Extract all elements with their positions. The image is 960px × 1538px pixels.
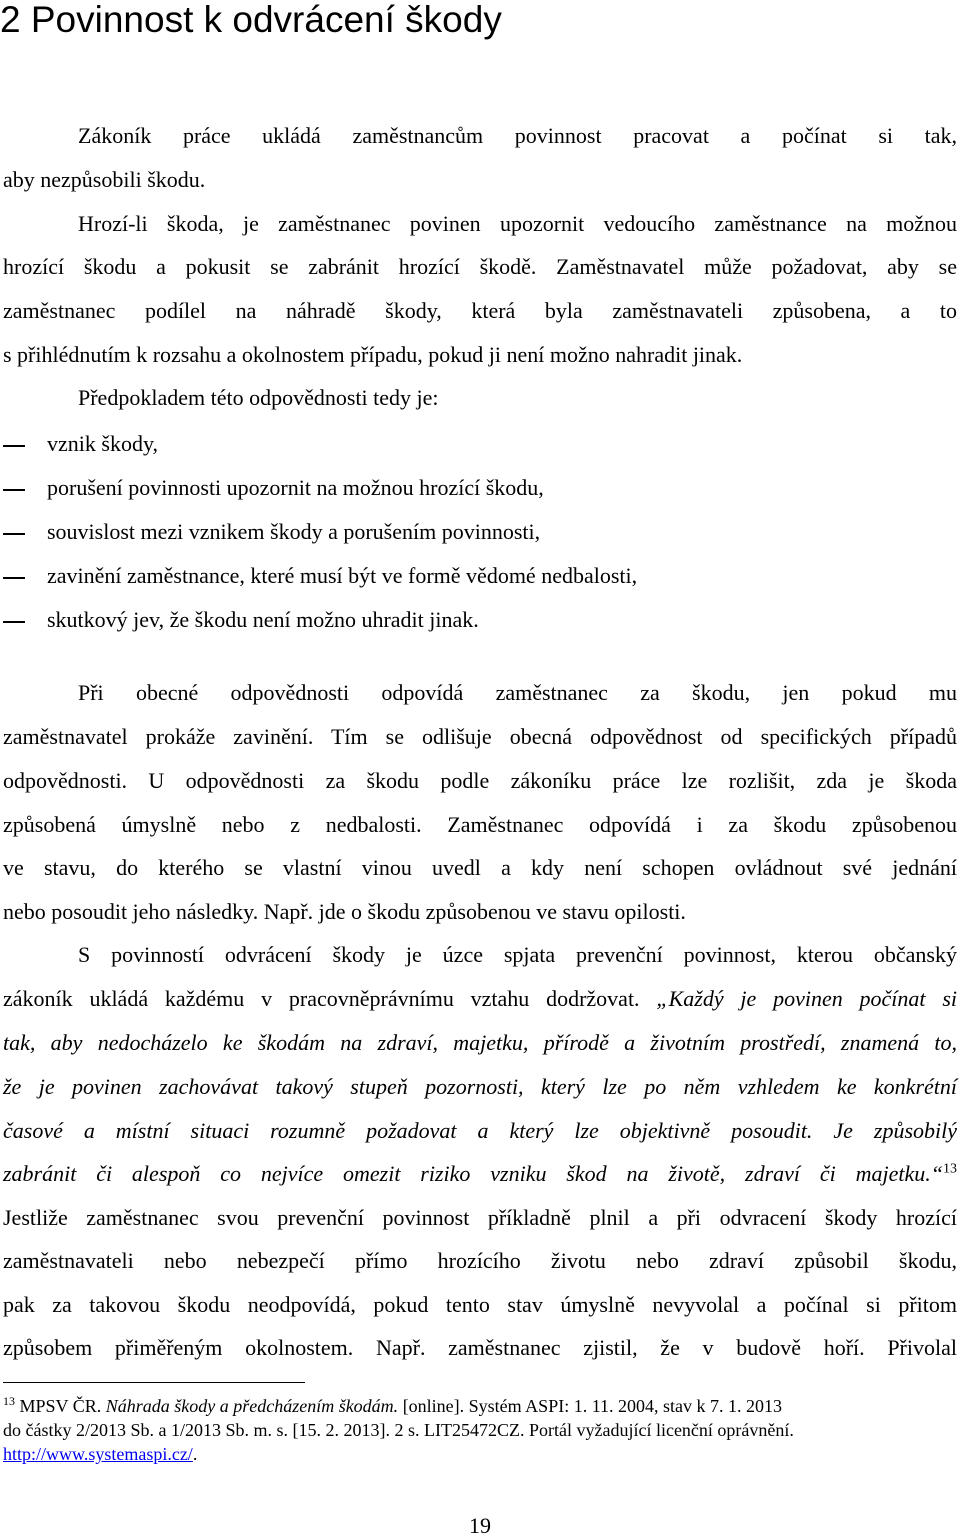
- footnote-line-3: [3, 1443, 957, 1465]
- paragraph-5-line-6: [3, 1160, 957, 1188]
- paragraph-1-line-1: Zákoník práce ukládá zaměstnancům povinnost pracovat a počínat si tak,: [78, 123, 957, 148]
- paragraph-4-line-3: odpovědnosti. U odpovědnosti za škodu podle zákoníku práce lze rozlišit, zda je škoda: [3, 768, 957, 793]
- dash-bullet-icon: [3, 445, 25, 447]
- footnote-link-period: .: [192, 1444, 198, 1464]
- paragraph-5-line-2-text: zákoník ukládá každému v pracovněprávnímu vztahu dodržovat.: [3, 986, 657, 1011]
- list-item: porušení povinnosti upozornit na možnou hrozící škodu,: [47, 475, 544, 500]
- footnote-link[interactable]: http://www.systemaspi.cz/: [3, 1444, 193, 1464]
- footnote-source: MPSV ČR.: [15, 1396, 106, 1416]
- dash-bullet-icon: [3, 577, 25, 579]
- chapter-heading: 2 Povinnost k odvrácení škody: [0, 0, 502, 40]
- footnote-line-2: do částky 2/2013 Sb. a 1/2013 Sb. m. s. [15. 2. 2013]. 2 s. LIT25472CZ. Portál vyžadující licenční oprávnění.: [3, 1420, 794, 1440]
- paragraph-4-line-4: způsobená úmyslně nebo z nedbalosti. Zaměstnanec odpovídá i za škodu způsobenou: [3, 812, 957, 837]
- list-item: vznik škody,: [47, 431, 159, 456]
- paragraph-5-line-4: že je povinen zachovávat takový stupeň pozornosti, který lze po něm vzhledem ke konkrétní: [3, 1074, 957, 1099]
- list-item: skutkový jev, že škodu není možno uhradit jinak.: [47, 607, 479, 632]
- footnote-reference[interactable]: 13: [943, 1161, 957, 1177]
- list-intro: Předpokladem této odpovědnosti tedy je:: [78, 385, 439, 410]
- paragraph-5-line-9: pak za takovou škodu neodpovídá, pokud tento stav úmyslně nevyvolal a počínal si přitom: [3, 1292, 957, 1317]
- paragraph-2-line-1: Hrozí-li škoda, je zaměstnanec povinen upozornit vedoucího zaměstnance na možnou: [78, 211, 957, 236]
- dash-bullet-icon: [3, 533, 25, 535]
- footnote-details: [online]. Systém ASPI: 1. 11. 2004, stav k 7. 1. 2013: [398, 1396, 783, 1416]
- paragraph-5-line-2: [3, 985, 957, 1013]
- paragraph-2-line-2: hrozící škodu a pokusit se zabránit hrozící škodě. Zaměstnavatel může požadovat, aby se: [3, 254, 957, 279]
- dash-bullet-icon: [3, 489, 25, 491]
- paragraph-2-line-4: s přihlédnutím k rozsahu a okolnostem případu, pokud ji není možno nahradit jinak.: [3, 342, 743, 367]
- list-item: zavinění zaměstnance, které musí být ve formě vědomé nedbalosti,: [47, 563, 638, 588]
- paragraph-5-line-1: S povinností odvrácení škody je úzce spjata prevenční povinnost, kterou občanský: [78, 942, 957, 967]
- footnote-title: Náhrada škody a předcházením škodám.: [105, 1396, 399, 1416]
- paragraph-4-line-6: nebo posoudit jeho následky. Např. jde o škodu způsobenou ve stavu opilosti.: [3, 899, 686, 924]
- page-number: 19: [469, 1513, 491, 1538]
- paragraph-1-line-2: aby nezpůsobili škodu.: [3, 167, 206, 192]
- footnote-line-1: [3, 1395, 957, 1417]
- paragraph-5-line-5: časové a místní situaci rozumně požadovat a který lze objektivně posoudit. Je způsobilý: [3, 1118, 957, 1143]
- list-item: souvislost mezi vznikem škody a porušením povinnosti,: [47, 519, 541, 544]
- footnote-separator: [3, 1382, 305, 1383]
- paragraph-5-line-10: způsobem přiměřeným okolnostem. Např. zaměstnanec zjistil, že v budově hoří. Přivolal: [3, 1335, 957, 1360]
- paragraph-4-line-2: zaměstnavatel prokáže zavinění. Tím se odlišuje obecná odpovědnost od specifických případů: [3, 724, 957, 749]
- paragraph-4-line-5: ve stavu, do kterého se vlastní vinou uvedl a kdy není schopen ovládnout své jednání: [3, 855, 957, 880]
- dash-bullet-icon: [3, 621, 25, 623]
- paragraph-5-line-7: Jestliže zaměstnanec svou prevenční povinnost příkladně plnil a při odvracení škody hrozící: [3, 1205, 957, 1230]
- paragraph-2-line-3: zaměstnanec podílel na náhradě škody, která byla zaměstnavateli způsobena, a to: [3, 298, 957, 323]
- paragraph-5-line-8: zaměstnavateli nebo nebezpečí přímo hrozícího životu nebo zdraví způsobil škodu,: [3, 1248, 957, 1273]
- paragraph-5-line-3: tak, aby nedocházelo ke škodám na zdraví, majetku, přírodě a životním prostředí, znamená to,: [3, 1030, 957, 1055]
- footnote-number: 13: [3, 1394, 15, 1408]
- quote-end: zabránit či alespoň co nejvíce omezit riziko vzniku škod na životě, zdraví či majetku.“: [3, 1161, 943, 1186]
- quote-start: „Každý je povinen počínat si: [656, 986, 958, 1011]
- paragraph-4-line-1: Při obecné odpovědnosti odpovídá zaměstnanec za škodu, jen pokud mu: [78, 680, 957, 705]
